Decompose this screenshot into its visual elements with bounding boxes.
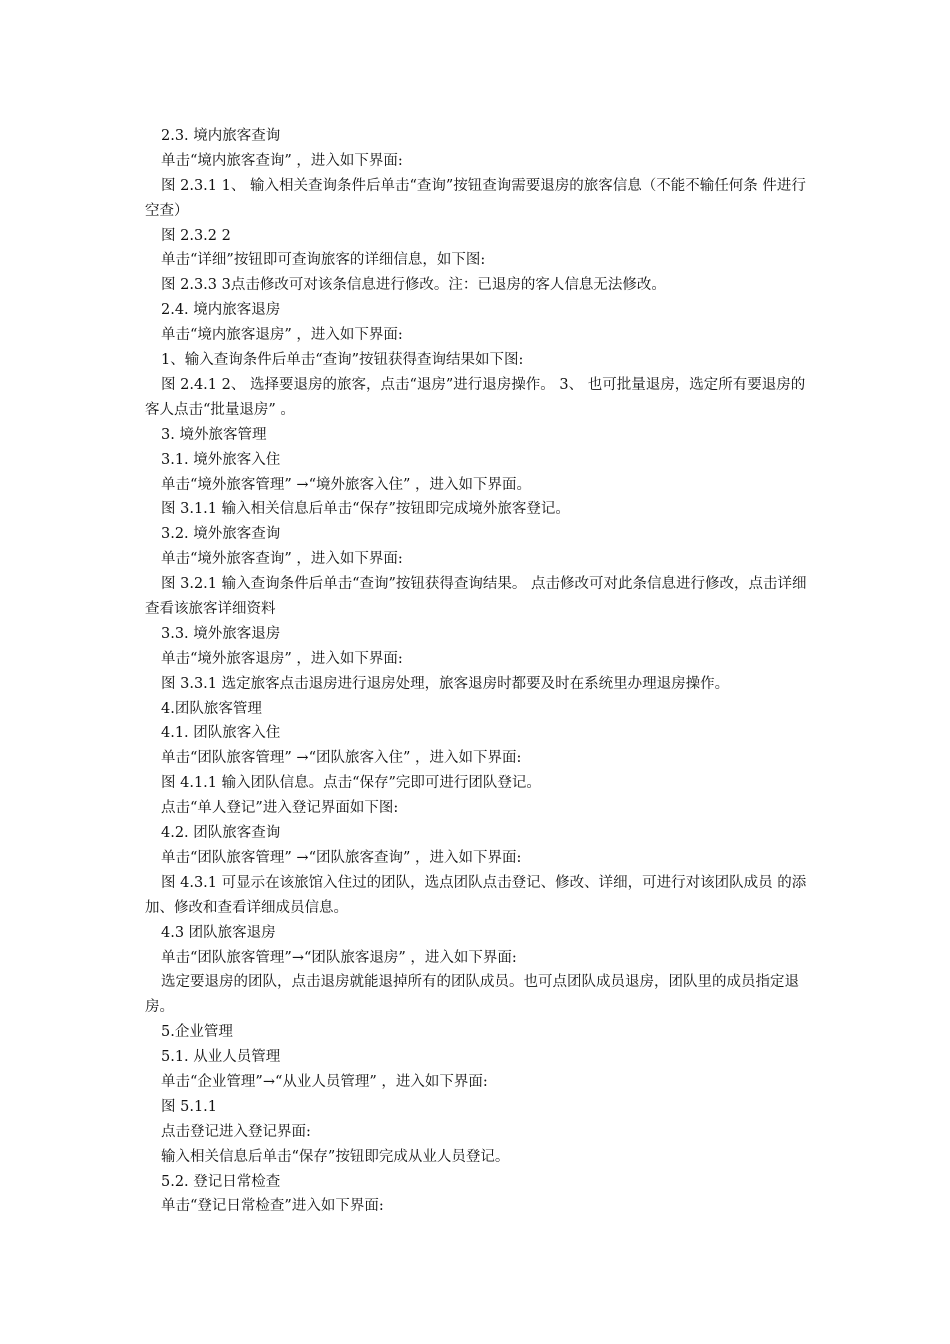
paragraph: 点击登记进入登记界面: — [161, 1123, 311, 1140]
paragraph: 单击“境内旅客查询” ，进入如下界面: — [161, 152, 403, 169]
figure-caption-4-1-1: 图 4.1.1 输入团队信息。点击“保存”完即可进行团队登记。 — [161, 775, 541, 792]
paragraph: 单击“境外旅客退房” ，进入如下界面: — [161, 650, 403, 667]
paragraph: 单击“团队旅客管理”→“团队旅客退房” ，进入如下界面: — [161, 949, 517, 966]
heading-2-4: 2.4. 境内旅客退房 — [161, 302, 281, 319]
heading-3-1: 3.1. 境外旅客入住 — [161, 451, 281, 468]
paragraph: 单击“详细”按钮即可查询旅客的详细信息，如下图: — [161, 252, 486, 269]
paragraph: 单击“境外旅客查询” ，进入如下界面: — [161, 551, 403, 568]
figure-caption-2-3-1: 图 2.3.1 1、 输入相关查询条件后单击“查询”按钮查询需要退房的旅客信息（不能不输任何条 件进行空查） — [145, 177, 806, 219]
paragraph: 输入相关信息后单击“保存”按钮即完成从业人员登记。 — [161, 1148, 510, 1165]
paragraph: 选定要退房的团队，点击退房就能退掉所有的团队成员。也可点团队成员退房，团队里的成员指定退房。 — [145, 974, 799, 1016]
figure-caption-3-1-1: 图 3.1.1 输入相关信息后单击“保存”按钮即完成境外旅客登记。 — [161, 501, 570, 518]
document-body — [145, 124, 810, 1219]
figure-caption-2-4-1: 图 2.4.1 2、 选择要退房的旅客，点击“退房”进行退房操作。 3、 也可批量退房，选定所有要退房的客人点击“批量退房” 。 — [145, 376, 806, 418]
paragraph: 单击“境内旅客退房” ，进入如下界面: — [161, 327, 403, 344]
heading-4: 4.团队旅客管理 — [161, 700, 262, 717]
figure-caption-3-2-1: 图 3.2.1 输入查询条件后单击“查询”按钮获得查询结果。 点击修改可对此条信息进行修改，点击详细查看该旅客详细资料 — [145, 576, 807, 617]
heading-4-2: 4.2. 团队旅客查询 — [161, 825, 281, 842]
paragraph: 单击“团队旅客管理” →“团队旅客查询” ，进入如下界面: — [161, 849, 522, 866]
heading-4-3: 4.3 团队旅客退房 — [161, 924, 276, 941]
heading-5: 5.企业管理 — [161, 1024, 233, 1041]
paragraph: 单击“企业管理”→“从业人员管理” ，进入如下界面: — [161, 1074, 488, 1090]
figure-caption-3-3-1: 图 3.3.1 选定旅客点击退房进行退房处理，旅客退房时都要及时在系统里办理退房操作。 — [161, 675, 730, 692]
figure-caption-2-3-3: 图 2.3.3 3点击修改可对该条信息进行修改。注：已退房的客人信息无法修改。 — [161, 277, 666, 294]
paragraph: 单击“登记日常检查”进入如下界面: — [161, 1198, 384, 1215]
paragraph: 单击“境外旅客管理” →“境外旅客入住” ，进入如下界面。 — [161, 476, 532, 493]
figure-caption-4-3-1: 图 4.3.1 可显示在该旅馆入住过的团队，选点团队点击登记、修改、详细，可进行对该团队成员 的添加、修改和查看详细成员信息。 — [145, 874, 807, 916]
paragraph: 1、输入查询条件后单击“查询”按钮获得查询结果如下图: — [161, 352, 524, 369]
heading-3-2: 3.2. 境外旅客查询 — [161, 526, 281, 543]
heading-3: 3. 境外旅客管理 — [161, 426, 267, 443]
paragraph: 单击“团队旅客管理” →“团队旅客入住” ，进入如下界面: — [161, 750, 522, 767]
heading-5-2: 5.2. 登记日常检查 — [161, 1173, 281, 1190]
heading-3-3: 3.3. 境外旅客退房 — [161, 625, 281, 642]
figure-caption-2-3-2: 图 2.3.2 2 — [161, 227, 231, 244]
heading-5-1: 5.1. 从业人员管理 — [161, 1049, 281, 1066]
heading-4-1: 4.1. 团队旅客入住 — [161, 725, 281, 742]
figure-caption-5-1-1: 图 5.1.1 — [161, 1098, 218, 1115]
paragraph: 点击“单人登记”进入登记界面如下图: — [161, 800, 399, 817]
heading-2-3: 2.3. 境内旅客查询 — [161, 128, 281, 144]
